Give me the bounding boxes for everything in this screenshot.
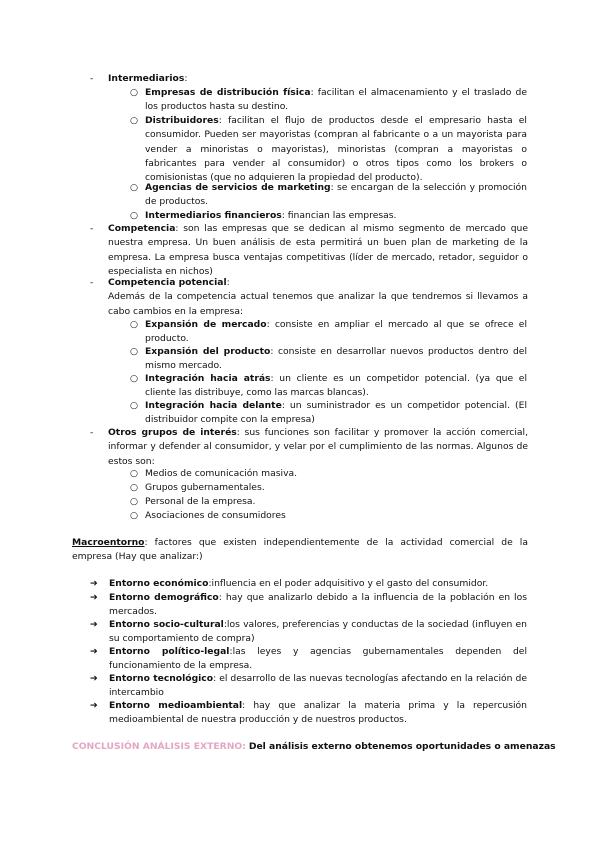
list-item: Personal de la empresa. xyxy=(145,496,256,507)
competencia-potencial-item: Competencia potencial: Además de la competencia actual tenemos que analizar la que tendremos si llevamos a cabo cambios en la empresa: xyxy=(108,277,528,317)
circle-bullet: ○ xyxy=(130,319,139,330)
circle-bullet: ○ xyxy=(130,373,139,384)
macro-item-sociocultural: Entorno socio-cultural:los valores, preferencias y conductas de la sociedad (influyen en su comportamiento de compra) xyxy=(109,619,527,645)
circle-bullet: ○ xyxy=(130,87,139,98)
macroentorno-heading: Macroentorno xyxy=(72,537,145,548)
sub-item-agencias: Agencias de servicios de marketing: se encargan de la selección y promoción de productos. xyxy=(145,182,528,208)
arrow-icon: ➔ xyxy=(90,646,98,657)
arrow-icon: ➔ xyxy=(90,619,98,630)
dash-bullet: - xyxy=(90,73,94,84)
macro-item-medioambiental: Entorno medioambiental: hay que analizar la materia prima y la repercusión medioambiental de nuestra producción y de nuestros productos. xyxy=(109,700,527,726)
intermediarios-item: Intermediarios: xyxy=(108,73,188,84)
list-item: Medios de comunicación masiva. xyxy=(145,468,298,479)
macro-item-tecnologico: Entorno tecnológico: el desarrollo de las nuevas tecnologías afectando en la relación de intercambio xyxy=(109,673,527,699)
circle-bullet: ○ xyxy=(130,346,139,357)
circle-bullet: ○ xyxy=(130,482,139,493)
sub-item-expansion-producto: Expansión del producto: consiste en desarrollar nuevos productos dentro del mismo mercado. xyxy=(145,346,527,372)
otros-grupos-item: Otros grupos de interés: sus funciones son facilitar y promover la acción comercial, informar y defender al consumidor, y velar por el cumplimiento de las normas. Algunos de estos son: xyxy=(108,427,528,467)
circle-bullet: ○ xyxy=(130,510,139,521)
list-item: Grupos gubernamentales. xyxy=(145,482,265,493)
conclusion-text: Del análisis externo obtenemos oportunidades o amenazas xyxy=(248,741,556,752)
conclusion-label: CONCLUSIÓN ANÁLISIS EXTERNO: xyxy=(72,741,246,752)
sub-item-distribuidores: Distribuidores: facilitan el flujo de productos desde el empresario hasta el consumidor. Pueden ser mayoristas (compran al fabricante o a un mayorista para vender a minoristas o mayoristas), minoristas (compran a mayoristas o fabricantes para vender al consumidor) o otros tipos como los brokers o comisionistas (que no adquieren la propiedad del producto). xyxy=(145,115,527,184)
arrow-icon: ➔ xyxy=(90,592,98,603)
sub-item-integracion-atras: Integración hacia atrás: un cliente es un competidor potencial. (ya que el cliente las distribuye, como las marcas blancas). xyxy=(145,373,528,399)
macro-item-politico-legal: Entorno político-legal:las leyes y agencias gubernamentales dependen del funcionamiento de la empresa. xyxy=(109,646,527,672)
arrow-icon: ➔ xyxy=(90,700,98,711)
dash-bullet: - xyxy=(90,427,94,438)
circle-bullet: ○ xyxy=(130,400,139,411)
circle-bullet: ○ xyxy=(130,115,139,126)
intermediarios-label: Intermediarios xyxy=(108,73,185,84)
circle-bullet: ○ xyxy=(130,182,139,193)
macro-item-economico: Entorno económico:influencia en el poder adquisitivo y el gasto del consumidor. xyxy=(109,578,489,589)
macro-item-demografico: Entorno demográfico: hay que analizarlo debido a la influencia de la población en los mercados. xyxy=(109,592,527,618)
dash-bullet: - xyxy=(90,223,94,234)
sub-item-expansion-mercado: Expansión de mercado: consiste en ampliar el mercado al que se ofrece el producto. xyxy=(145,319,527,345)
sub-item-financieros: Intermediarios financieros: financian las empresas. xyxy=(145,210,397,221)
circle-bullet: ○ xyxy=(130,468,139,479)
sub-item-integracion-delante: Integración hacia delante: un suministrador es un competidor potencial. (El distribuidor compite con la empresa) xyxy=(145,400,527,426)
arrow-icon: ➔ xyxy=(90,673,98,684)
dash-bullet: - xyxy=(90,277,94,288)
macroentorno-paragraph: Macroentorno: factores que existen independientemente de la actividad comercial de la empresa (Hay que analizar:) xyxy=(72,537,528,563)
list-item: Asociaciones de consumidores xyxy=(145,510,286,521)
sub-item-distribucion: Empresas de distribución física: facilitan el almacenamiento y el traslado de los productos hasta su destino. xyxy=(145,87,527,113)
conclusion-line xyxy=(72,740,556,754)
circle-bullet: ○ xyxy=(130,496,139,507)
competencia-item: Competencia: son las empresas que se dedican al mismo segmento de mercado que nuestra empresa. Un buen análisis de esta permitirá un buen plan de marketing de la empresa. La empresa busca ventajas competitivas (líder de mercado, retador, seguidor o especialista en nichos) xyxy=(108,223,528,277)
arrow-icon: ➔ xyxy=(90,578,98,589)
circle-bullet: ○ xyxy=(130,210,139,221)
